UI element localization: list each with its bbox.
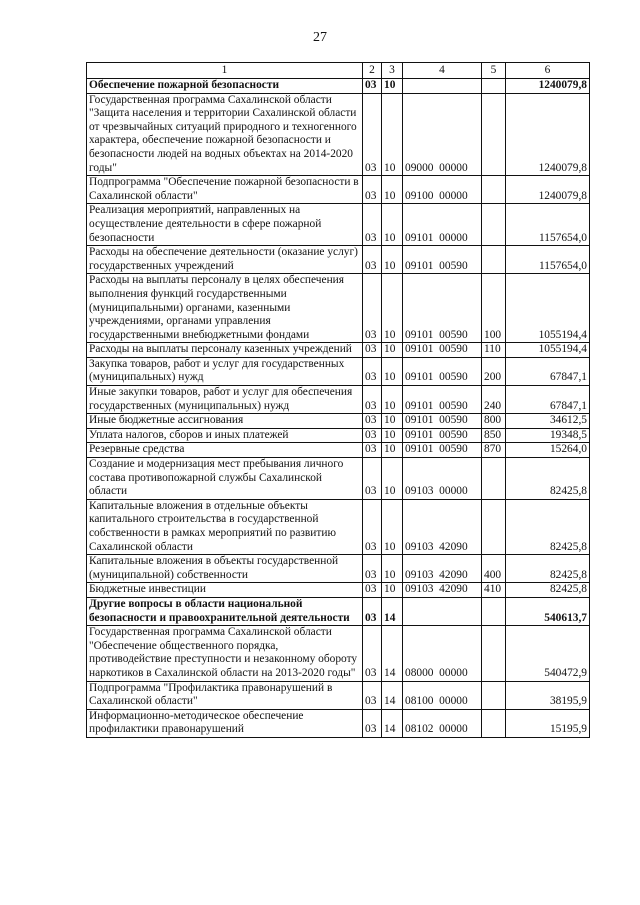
header-col-5: 5 <box>482 63 506 79</box>
expense-type-cell <box>482 93 506 176</box>
amount-cell: 67847,1 <box>506 357 590 385</box>
table-row <box>87 499 590 554</box>
section-cell: 03 <box>363 626 382 681</box>
expense-type-cell: 850 <box>482 428 506 443</box>
target-article-cell: 09101 00590 <box>403 246 482 274</box>
target-article-cell <box>403 79 482 94</box>
amount-cell: 1055194,4 <box>506 343 590 358</box>
expense-type-cell <box>482 458 506 500</box>
amount-cell: 15195,9 <box>506 709 590 737</box>
target-article-cell: 09101 00590 <box>403 414 482 429</box>
table-row <box>87 428 590 443</box>
section-cell: 03 <box>363 343 382 358</box>
header-col-2: 2 <box>363 63 382 79</box>
expense-type-cell: 200 <box>482 357 506 385</box>
table-row <box>87 357 590 385</box>
subsection-cell: 10 <box>382 458 403 500</box>
target-article-cell: 09101 00590 <box>403 428 482 443</box>
subsection-cell: 10 <box>382 499 403 554</box>
target-article-cell: 09103 00000 <box>403 458 482 500</box>
table-row <box>87 583 590 598</box>
section-cell: 03 <box>363 204 382 246</box>
table-row <box>87 597 590 625</box>
expense-type-cell: 240 <box>482 386 506 414</box>
target-article-cell: 09103 42090 <box>403 499 482 554</box>
table-row <box>87 414 590 429</box>
section-cell: 03 <box>363 499 382 554</box>
subsection-cell: 10 <box>382 357 403 385</box>
expense-type-cell: 110 <box>482 343 506 358</box>
target-article-cell: 09101 00590 <box>403 357 482 385</box>
target-article-cell: 09101 00590 <box>403 274 482 343</box>
item-name-cell: Подпрограмма "Профилактика правонарушений в Сахалинской области" <box>87 681 363 709</box>
expense-type-cell <box>482 709 506 737</box>
item-name-cell: Резервные средства <box>87 443 363 458</box>
expense-type-cell <box>482 626 506 681</box>
item-name-cell: Реализация мероприятий, направленных на осуществление деятельности в сфере пожарной безопасности <box>87 204 363 246</box>
subsection-cell: 10 <box>382 204 403 246</box>
subsection-cell: 14 <box>382 709 403 737</box>
section-cell: 03 <box>363 443 382 458</box>
section-cell: 03 <box>363 274 382 343</box>
subsection-cell: 10 <box>382 79 403 94</box>
subsection-cell: 14 <box>382 681 403 709</box>
amount-cell: 1157654,0 <box>506 246 590 274</box>
table-row <box>87 626 590 681</box>
header-col-6: 6 <box>506 63 590 79</box>
item-name-cell: Капитальные вложения в отдельные объекты капитального строительства в государственной собственности в рамках мероприятий по развитию Сахалинской области <box>87 499 363 554</box>
section-cell: 03 <box>363 93 382 176</box>
subsection-cell: 10 <box>382 176 403 204</box>
expense-type-cell: 800 <box>482 414 506 429</box>
item-name-cell: Капитальные вложения в объекты государственной (муниципальной) собственности <box>87 555 363 583</box>
subsection-cell: 10 <box>382 386 403 414</box>
target-article-cell: 08000 00000 <box>403 626 482 681</box>
expense-type-cell <box>482 681 506 709</box>
subsection-cell: 10 <box>382 93 403 176</box>
section-cell: 03 <box>363 386 382 414</box>
amount-cell: 1240079,8 <box>506 93 590 176</box>
item-name-cell: Информационно-методическое обеспечение профилактики правонарушений <box>87 709 363 737</box>
item-name-cell: Бюджетные инвестиции <box>87 583 363 598</box>
expense-type-cell <box>482 176 506 204</box>
target-article-cell: 09101 00590 <box>403 443 482 458</box>
table-row <box>87 246 590 274</box>
subsection-cell: 10 <box>382 246 403 274</box>
section-cell: 03 <box>363 79 382 94</box>
amount-cell: 82425,8 <box>506 555 590 583</box>
amount-cell: 67847,1 <box>506 386 590 414</box>
header-col-4: 4 <box>403 63 482 79</box>
target-article-cell: 09000 00000 <box>403 93 482 176</box>
amount-cell: 1240079,8 <box>506 79 590 94</box>
item-name-cell: Государственная программа Сахалинской области "Обеспечение общественного порядка, противодействие преступности и незаконному обороту наркотиков в Сахалинской области на 2013-2020 годы" <box>87 626 363 681</box>
table-row <box>87 343 590 358</box>
section-cell: 03 <box>363 597 382 625</box>
target-article-cell: 09101 00590 <box>403 343 482 358</box>
table-row <box>87 204 590 246</box>
table-row <box>87 709 590 737</box>
table-row <box>87 176 590 204</box>
amount-cell: 82425,8 <box>506 583 590 598</box>
section-cell: 03 <box>363 458 382 500</box>
expense-type-cell <box>482 499 506 554</box>
target-article-cell: 08100 00000 <box>403 681 482 709</box>
table-row <box>87 443 590 458</box>
subsection-cell: 10 <box>382 555 403 583</box>
table-row <box>87 458 590 500</box>
page-number: 27 <box>313 30 327 45</box>
subsection-cell: 10 <box>382 414 403 429</box>
section-cell: 03 <box>363 583 382 598</box>
expense-type-cell <box>482 204 506 246</box>
amount-cell: 1157654,0 <box>506 204 590 246</box>
expense-type-cell <box>482 246 506 274</box>
target-article-cell: 09103 42090 <box>403 583 482 598</box>
amount-cell: 1055194,4 <box>506 274 590 343</box>
table-header-row <box>87 63 590 79</box>
section-cell: 03 <box>363 428 382 443</box>
target-article-cell: 09100 00000 <box>403 176 482 204</box>
section-cell: 03 <box>363 357 382 385</box>
item-name-cell: Расходы на обеспечение деятельности (оказание услуг) государственных учреждений <box>87 246 363 274</box>
item-name-cell: Закупка товаров, работ и услуг для государственных (муниципальных) нужд <box>87 357 363 385</box>
amount-cell: 540472,9 <box>506 626 590 681</box>
section-cell: 03 <box>363 414 382 429</box>
item-name-cell: Подпрограмма "Обеспечение пожарной безопасности в Сахалинской области" <box>87 176 363 204</box>
target-article-cell <box>403 597 482 625</box>
table-body <box>87 79 590 738</box>
subsection-cell: 10 <box>382 428 403 443</box>
amount-cell: 82425,8 <box>506 458 590 500</box>
item-name-cell: Создание и модернизация мест пребывания личного состава противопожарной службы Сахалинской области <box>87 458 363 500</box>
item-name-cell: Уплата налогов, сборов и иных платежей <box>87 428 363 443</box>
subsection-cell: 10 <box>382 443 403 458</box>
expense-type-cell: 870 <box>482 443 506 458</box>
section-cell: 03 <box>363 246 382 274</box>
amount-cell: 15264,0 <box>506 443 590 458</box>
expense-type-cell <box>482 79 506 94</box>
item-name-cell: Расходы на выплаты персоналу в целях обеспечения выполнения функций государственными (муниципальными) органами, казенными учреждениями, органами управления государственными внебюджетными фондами <box>87 274 363 343</box>
amount-cell: 34612,5 <box>506 414 590 429</box>
section-cell: 03 <box>363 709 382 737</box>
amount-cell: 540613,7 <box>506 597 590 625</box>
table-row <box>87 555 590 583</box>
expense-type-cell: 400 <box>482 555 506 583</box>
subsection-cell: 10 <box>382 583 403 598</box>
subsection-cell: 10 <box>382 274 403 343</box>
amount-cell: 38195,9 <box>506 681 590 709</box>
budget-table <box>86 62 590 738</box>
expense-type-cell: 100 <box>482 274 506 343</box>
section-cell: 03 <box>363 681 382 709</box>
item-name-cell: Иные бюджетные ассигнования <box>87 414 363 429</box>
item-name-cell: Другие вопросы в области национальной безопасности и правоохранительной деятельности <box>87 597 363 625</box>
table-row <box>87 93 590 176</box>
item-name-cell: Государственная программа Сахалинской области "Защита населения и территории Сахалинской области от чрезвычайных ситуаций природного и техногенного характера, обеспечение пожарной безопасности и безопасности людей на водных объектах на 2014-2020 годы" <box>87 93 363 176</box>
target-article-cell: 08102 00000 <box>403 709 482 737</box>
table-row <box>87 681 590 709</box>
amount-cell: 82425,8 <box>506 499 590 554</box>
item-name-cell: Иные закупки товаров, работ и услуг для обеспечения государственных (муниципальных) нужд <box>87 386 363 414</box>
subsection-cell: 14 <box>382 597 403 625</box>
amount-cell: 19348,5 <box>506 428 590 443</box>
table-row <box>87 79 590 94</box>
amount-cell: 1240079,8 <box>506 176 590 204</box>
target-article-cell: 09101 00590 <box>403 386 482 414</box>
section-cell: 03 <box>363 555 382 583</box>
table-row <box>87 386 590 414</box>
item-name-cell: Расходы на выплаты персоналу казенных учреждений <box>87 343 363 358</box>
expense-type-cell <box>482 597 506 625</box>
target-article-cell: 09103 42090 <box>403 555 482 583</box>
target-article-cell: 09101 00000 <box>403 204 482 246</box>
expense-type-cell: 410 <box>482 583 506 598</box>
subsection-cell: 10 <box>382 343 403 358</box>
table-row <box>87 274 590 343</box>
subsection-cell: 14 <box>382 626 403 681</box>
item-name-cell: Обеспечение пожарной безопасности <box>87 79 363 94</box>
section-cell: 03 <box>363 176 382 204</box>
header-col-3: 3 <box>382 63 403 79</box>
header-col-1: 1 <box>87 63 363 79</box>
